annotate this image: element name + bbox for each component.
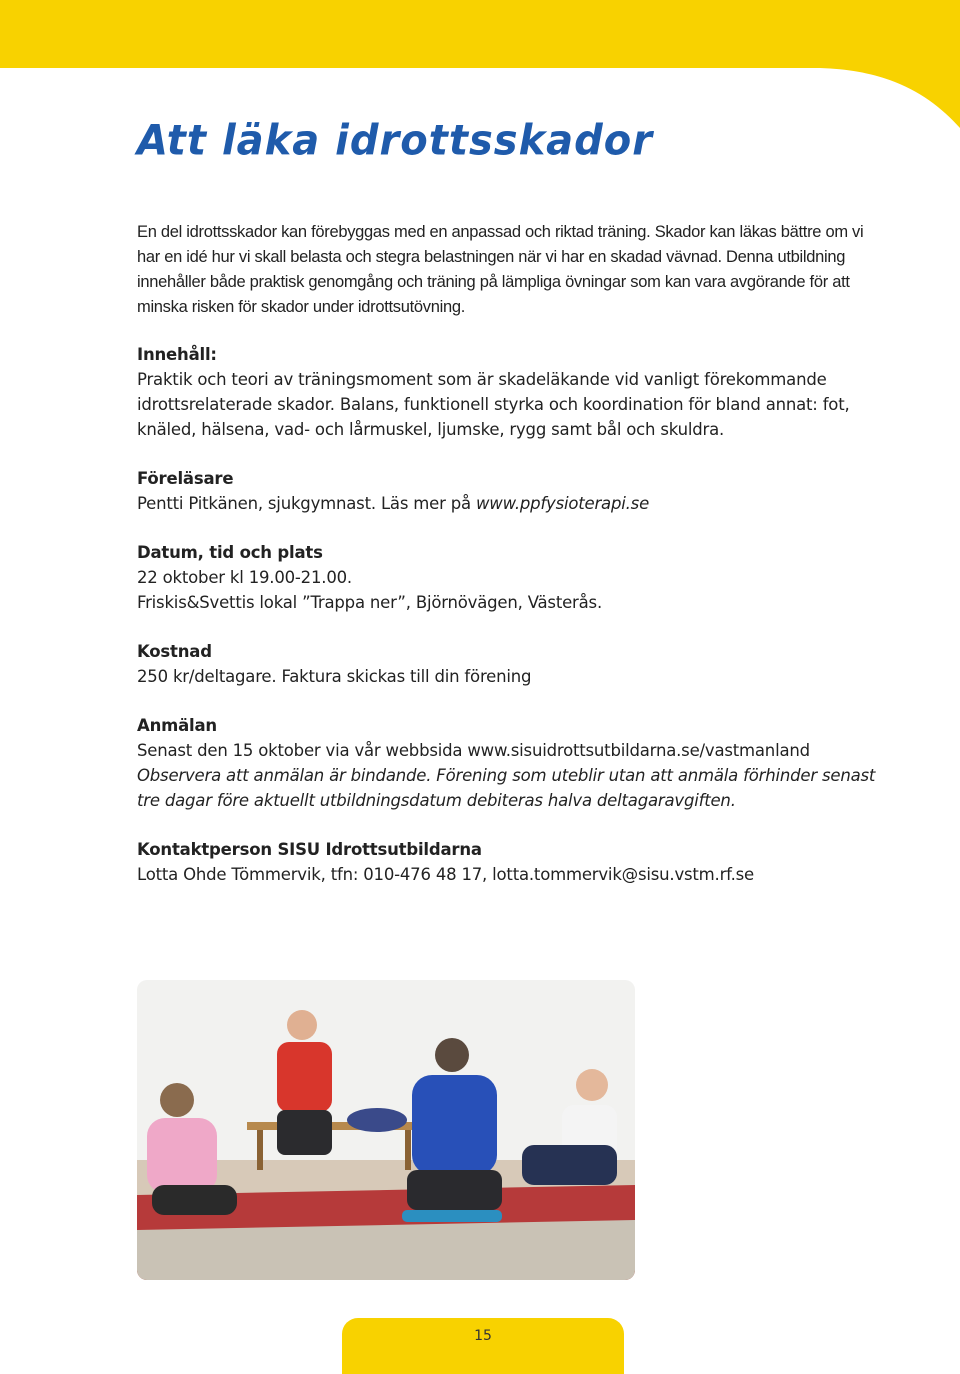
lecturer-text: Pentti Pitkänen, sjukgymnast. Läs mer på — [137, 494, 476, 513]
date-text: 22 oktober kl 19.00-21.00. — [137, 568, 352, 587]
contact-heading: Kontaktperson SISU Idrottsutbildarna — [137, 840, 482, 859]
page-number-tab — [342, 1318, 624, 1374]
date-place-section — [137, 540, 897, 615]
content-text: Praktik och teori av träningsmoment som är skadeläkande vid vanligt förekommande idrottsrelaterade skador. Balans, funktionell styrka och koordination för bland annat: fot, knäled, hälsena, vad- och lårmuskel, ljumske, rygg samt bål och skuldra. — [137, 370, 850, 439]
place-text: Friskis&Svettis lokal ”Trappa ner”, Björnövägen, Västerås. — [137, 593, 602, 612]
info-sections — [137, 342, 897, 911]
lecturer-website-link[interactable]: www.ppfysioterapi.se — [475, 494, 650, 513]
cost-heading: Kostnad — [137, 642, 212, 661]
date-place-heading: Datum, tid och plats — [137, 543, 323, 562]
registration-text: Senast den 15 oktober via vår webbsida www.sisuidrottsutbildarna.se/vastmanland — [137, 741, 810, 760]
contact-section — [137, 837, 897, 887]
cost-text: 250 kr/deltagare. Faktura skickas till din förening — [137, 667, 532, 686]
intro-paragraph: En del idrottsskador kan förebyggas med en anpassad och riktad träning. Skador kan läkas bättre om vi har en idé hur vi skall belasta och stegra belastningen när vi har en skadad vävnad. Denna utbildning innehåller både praktisk genomgång och träning på lämpliga övningar som kan vara avgörande för att minska risken för skador under idrottsutövning. — [137, 223, 864, 316]
content-section — [137, 342, 897, 442]
cost-section — [137, 639, 897, 689]
lecturer-section — [137, 466, 897, 516]
registration-section — [137, 713, 897, 813]
registration-note: Observera att anmälan är bindande. Förening som uteblir utan att anmäla förhinder senast tre dagar före aktuellt utbildningsdatum debiteras halva deltagaravgiften. — [137, 766, 876, 810]
training-photo — [137, 980, 635, 1280]
content-heading: Innehåll: — [137, 345, 217, 364]
page-number: 15 — [474, 1328, 492, 1344]
registration-heading: Anmälan — [137, 716, 217, 735]
lecturer-heading: Föreläsare — [137, 469, 234, 488]
contact-text: Lotta Ohde Tömmervik, tfn: 010-476 48 17, lotta.tommervik@sisu.vstm.rf.se — [137, 865, 754, 884]
page-title: Att läka idrottsskador — [137, 116, 654, 166]
